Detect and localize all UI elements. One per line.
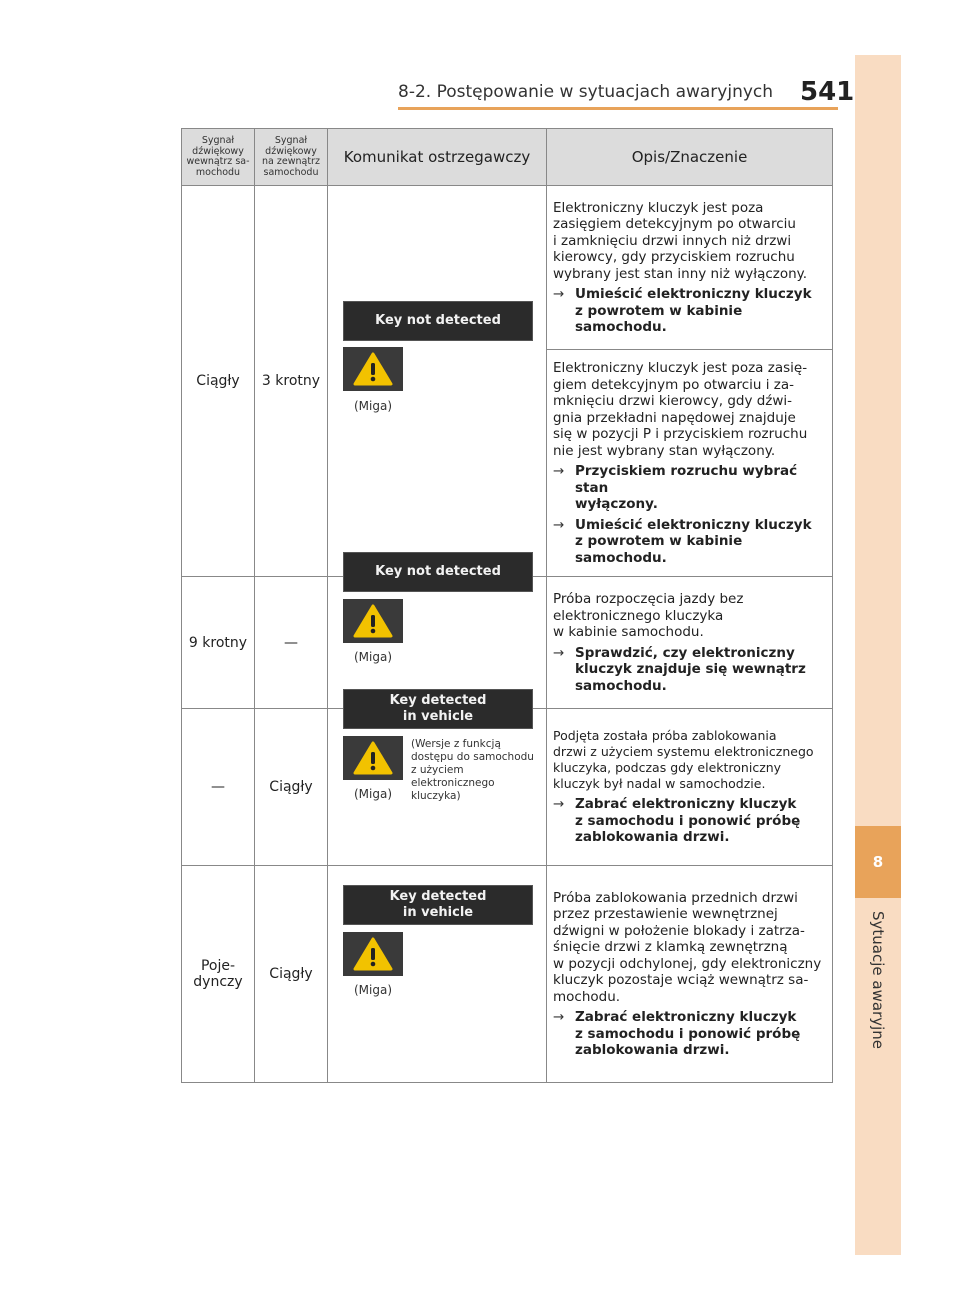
outside-signal-cell: Ciągły <box>255 866 328 1083</box>
warning-triangle-icon <box>353 741 393 775</box>
text-line: Przyciskiem rozruchu wybrać stan <box>575 463 798 496</box>
text-line: wyłączony. <box>575 496 658 512</box>
text-line: kierowcy, gdy przyciskiem rozruchu <box>553 249 795 265</box>
text-line: elektronicznego <box>411 777 495 789</box>
header-title: 8-2. Postępowanie w sytuacjach awaryjnych <box>398 82 774 102</box>
text-line: Poje- <box>200 958 236 974</box>
text-line: Elektroniczny kluczyk jest poza <box>553 199 764 216</box>
text-line: Zabrać elektroniczny kluczyk <box>575 1009 797 1025</box>
chapter-tab: 8 <box>855 826 901 898</box>
header-text: wewnątrz sa- <box>186 156 250 167</box>
text-line: giem detekcyjnym po otwarciu i za- <box>553 376 795 393</box>
outside-signal-cell: Ciągły <box>255 709 328 866</box>
text-line: Elektroniczny kluczyk jest poza zasię- <box>553 360 808 376</box>
inside-signal-cell: — <box>182 709 255 866</box>
inside-signal-cell: 9 krotny <box>182 577 255 709</box>
message-text: Key detected <box>389 889 487 904</box>
header-message: Komunikat ostrzegawczy <box>328 129 547 186</box>
table-header-row <box>182 129 833 186</box>
message-display <box>343 552 533 592</box>
action-item <box>553 645 826 695</box>
text-line: z powrotem w kabinie samochodu. <box>575 533 743 566</box>
action-text <box>575 1009 800 1059</box>
warning-table <box>181 128 833 1083</box>
description-cell <box>547 186 833 350</box>
action-text <box>575 286 826 336</box>
arrow-icon: → <box>553 463 565 479</box>
text-line: kluczyk był nadal w samochodzie. <box>553 776 766 792</box>
action-text <box>575 796 800 846</box>
header-text: mochodu <box>195 166 241 178</box>
action-item <box>553 1009 826 1059</box>
action-text <box>575 517 826 567</box>
text-line: elektronicznego kluczyka <box>553 607 724 624</box>
message-display <box>343 689 533 729</box>
text-line: dynczy <box>193 974 243 990</box>
text-line: Sprawdzić, czy elektroniczny <box>575 644 795 661</box>
header-inside-signal <box>182 129 255 186</box>
blink-label: (Miga) <box>354 399 393 413</box>
text-line: Zabrać elektroniczny kluczyk <box>575 796 797 813</box>
text-line: z powrotem w kabinie samochodu. <box>575 302 743 335</box>
description-cell <box>547 577 833 709</box>
outside-signal-cell: 3 krotny <box>255 186 328 577</box>
warning-icon <box>343 932 403 976</box>
message-text: Key not detected <box>375 564 501 579</box>
version-note <box>411 738 546 803</box>
text-line: z samochodu i ponowić próbę <box>575 1025 801 1042</box>
text-line: Podjęta została próba zablokowania <box>553 728 777 744</box>
header-text: Sygnał <box>201 135 235 146</box>
text-line: przez przestawienie wewnętrznej <box>553 906 778 922</box>
description-text <box>553 591 826 641</box>
blink-label: (Miga) <box>354 983 393 997</box>
text-line: (Wersje z funkcją <box>411 738 501 750</box>
header-outside-signal <box>255 129 328 186</box>
description-cell <box>547 350 833 577</box>
description-text <box>553 360 826 459</box>
text-line: Umieścić elektroniczny kluczyk <box>575 516 812 533</box>
side-strip <box>855 55 901 1255</box>
message-text: in vehicle <box>402 709 474 724</box>
inside-signal-cell: Ciągły <box>182 186 255 577</box>
message-text: Key detected <box>389 693 487 708</box>
action-item <box>553 517 826 567</box>
outside-signal-cell: — <box>255 577 328 709</box>
text-line: kluczyk znajduje się wewnątrz <box>575 661 806 677</box>
message-text: in vehicle <box>402 905 474 920</box>
chapter-label: Sytuacje awaryjne <box>869 911 887 1049</box>
text-line: samochodu. <box>575 677 667 694</box>
header-text: dźwiękowy <box>192 145 244 157</box>
text-line: się w pozycji P i przyciskiem rozruchu <box>553 426 808 442</box>
warning-triangle-icon <box>353 352 393 386</box>
header-rule <box>398 107 838 110</box>
description-text <box>553 200 826 283</box>
header-text: na zewnątrz <box>262 156 320 167</box>
text-line: gnia przekładni napędowej znajduje <box>553 409 796 426</box>
blink-label: (Miga) <box>354 650 393 664</box>
text-line: i zamknięciu drzwi innych niż drzwi <box>553 232 792 249</box>
text-line: w kabinie samochodu. <box>553 624 704 640</box>
text-line: z użyciem <box>411 764 464 776</box>
text-line: mochodu. <box>553 988 621 1005</box>
text-line: Próba rozpoczęcia jazdy bez <box>553 591 744 607</box>
header-text: Sygnał <box>274 135 308 146</box>
message-text: Key not detected <box>375 313 501 328</box>
text-line: w pozycji odchylonej, gdy elektroniczny <box>553 955 822 972</box>
warning-icon <box>343 599 403 643</box>
arrow-icon: → <box>553 796 565 813</box>
arrow-icon: → <box>553 516 565 533</box>
text-line: dostępu do samochodu <box>411 751 534 763</box>
action-item <box>553 463 826 513</box>
action-item <box>553 796 826 846</box>
action-item <box>553 286 826 336</box>
text-line: kluczyka, podczas gdy elektroniczny <box>553 760 782 776</box>
header-text: dźwiękowy <box>265 145 317 157</box>
warning-icon <box>343 736 403 780</box>
text-line: nie jest wybrany stan wyłączony. <box>553 442 776 459</box>
inside-signal-cell <box>182 866 255 1083</box>
warning-icon <box>343 347 403 391</box>
arrow-icon: → <box>553 1009 565 1025</box>
text-line: kluczyka) <box>411 790 461 802</box>
arrow-icon: → <box>553 644 565 661</box>
warning-triangle-icon <box>353 937 393 971</box>
text-line: wybrany jest stan inny niż wyłączony. <box>553 265 808 282</box>
text-line: dźwigni w położenie blokady i zatrza- <box>553 922 805 939</box>
text-line: mknięciu drzwi kierowcy, gdy dźwi- <box>553 393 793 409</box>
page-number: 541 <box>800 77 855 107</box>
text-line: Umieścić elektroniczny kluczyk <box>575 286 812 302</box>
blink-label: (Miga) <box>354 787 393 801</box>
text-line: zablokowania drzwi. <box>575 829 730 846</box>
action-text <box>575 645 806 695</box>
header-description: Opis/Znaczenie <box>547 129 833 186</box>
message-display <box>343 885 533 925</box>
text-line: śnięcie drzwi z klamką zewnętrzną <box>553 939 788 955</box>
warning-triangle-icon <box>353 604 393 638</box>
message-display <box>343 301 533 341</box>
arrow-icon: → <box>553 286 565 302</box>
header-text: samochodu <box>263 166 319 178</box>
description-text <box>553 890 826 1006</box>
description-text <box>553 728 826 792</box>
text-line: drzwi z użyciem systemu elektronicznego <box>553 744 814 760</box>
text-line: Próba zablokowania przednich drzwi <box>553 889 798 906</box>
text-line: zablokowania drzwi. <box>575 1042 730 1058</box>
text-line: zasięgiem detekcyjnym po otwarciu <box>553 216 796 232</box>
description-cell <box>547 866 833 1083</box>
description-cell <box>547 709 833 866</box>
action-text <box>575 463 826 513</box>
text-line: kluczyk pozostaje wciąż wewnątrz sa- <box>553 972 809 988</box>
text-line: z samochodu i ponowić próbę <box>575 812 801 829</box>
